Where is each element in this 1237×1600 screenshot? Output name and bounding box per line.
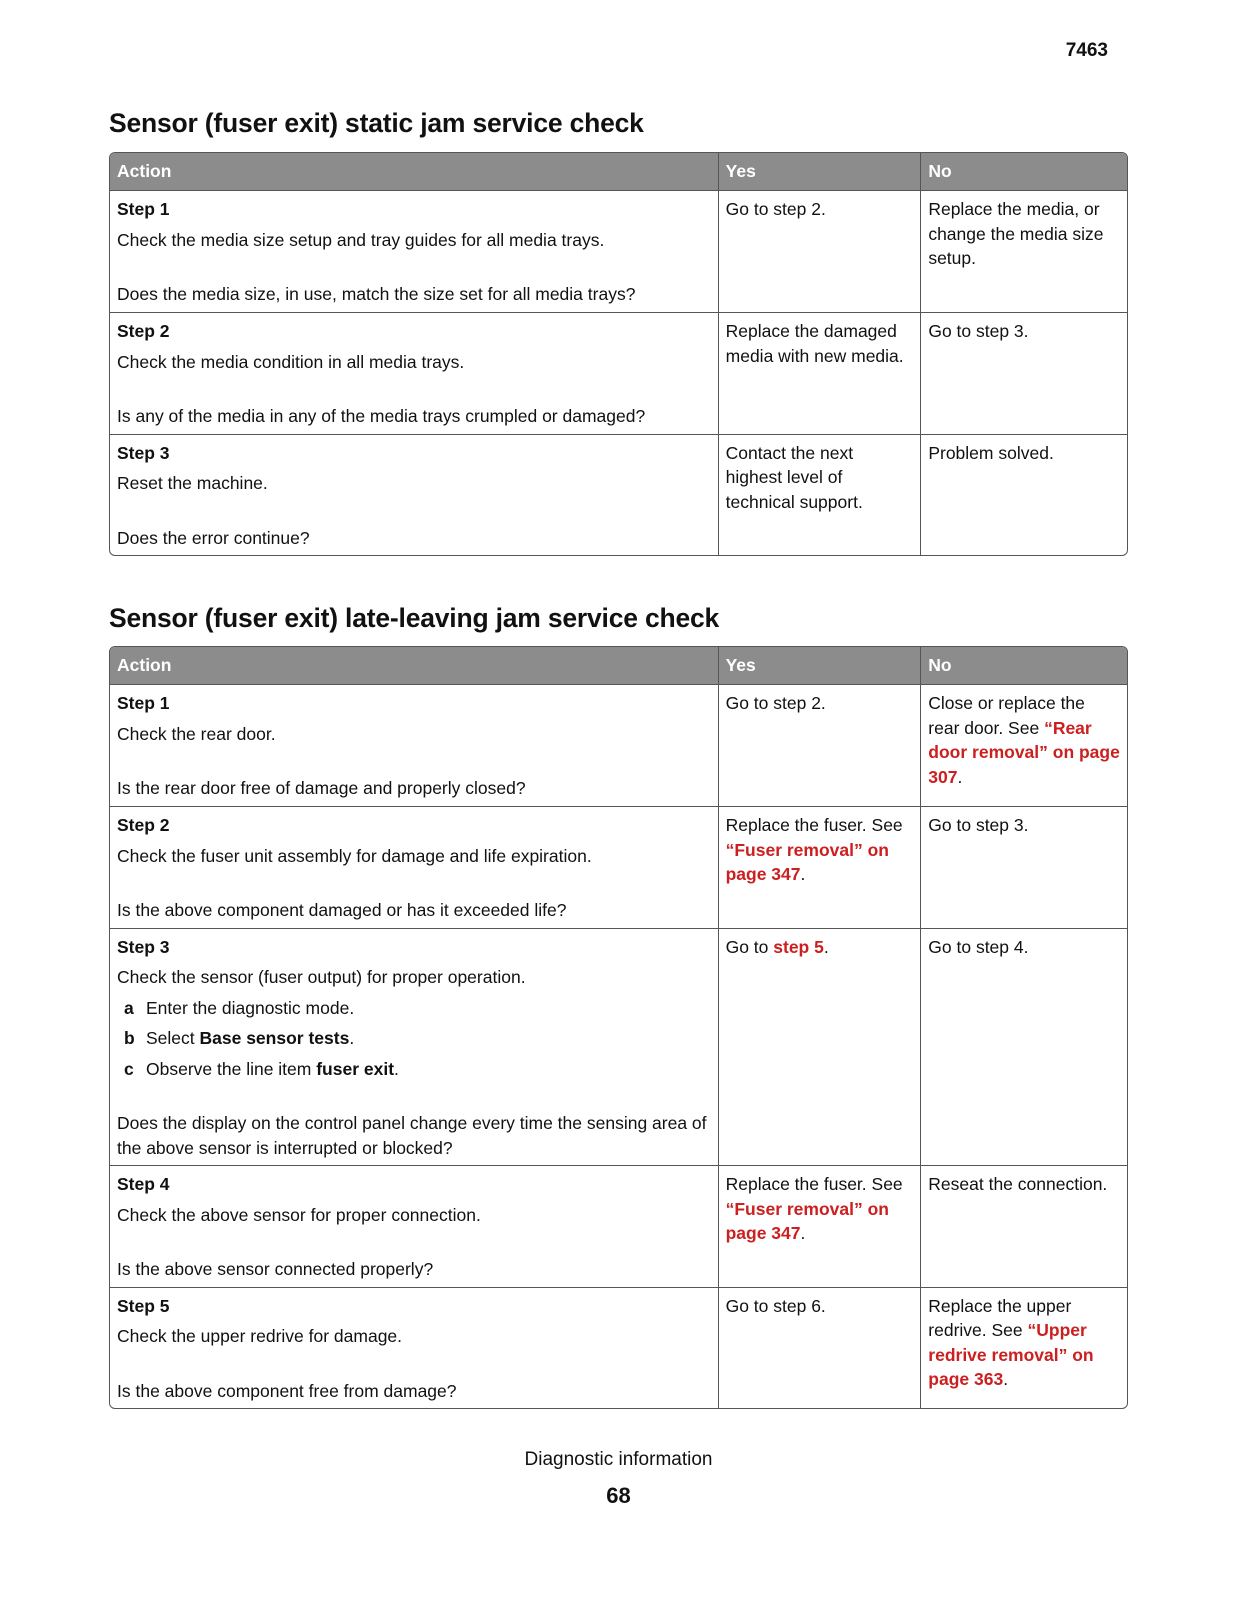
late-leaving-jam-table xyxy=(109,646,1128,1409)
action-cell xyxy=(110,191,718,312)
table-row xyxy=(110,1165,1127,1287)
substep-letter: a xyxy=(124,997,134,1018)
step-question: Does the display on the control panel change every time the sensing area of the above sensor is interrupted or blocked? xyxy=(117,1113,707,1158)
table-row xyxy=(110,1287,1127,1409)
substep-text-end: . xyxy=(349,1028,355,1048)
no-cell xyxy=(920,1287,1127,1409)
yes-cell xyxy=(718,1165,921,1287)
step-action: Check the sensor (fuser output) for proper operation. xyxy=(117,967,526,987)
page-number: 68 xyxy=(606,1483,631,1508)
step-question: Is the rear door free of damage and properly closed? xyxy=(117,778,526,798)
step-label: Step 3 xyxy=(117,936,170,957)
section-title-static-jam: Sensor (fuser exit) static jam service check xyxy=(109,108,644,138)
step-action: Reset the machine. xyxy=(117,473,268,493)
table-row xyxy=(110,191,1127,312)
step-action: Check the fuser unit assembly for damage and life expiration. xyxy=(117,845,592,866)
no-text-end: . xyxy=(957,766,963,787)
section-title-late-leaving-jam: Sensor (fuser exit) late-leaving jam service check xyxy=(109,603,720,633)
table-row xyxy=(110,434,1127,556)
substep-bold: Base sensor tests xyxy=(199,1028,350,1048)
yes-text: Go to xyxy=(725,936,774,957)
step-action: Check the rear door. xyxy=(117,723,276,744)
no-text: Replace the upper redrive. See xyxy=(928,1295,1072,1340)
no-cell: Go to step 3. xyxy=(920,312,1127,434)
footer-section-name: Diagnostic information xyxy=(524,1449,713,1470)
column-header-action: Action xyxy=(110,647,718,685)
action-cell xyxy=(110,434,718,556)
step-label: Step 5 xyxy=(117,1295,170,1316)
step-action: Check the upper redrive for damage. xyxy=(117,1326,403,1346)
step-question: Does the media size, in use, match the size set for all media trays? xyxy=(117,284,636,304)
no-text-end: . xyxy=(1003,1369,1009,1389)
column-header-action: Action xyxy=(110,153,718,191)
step-action: Check the above sensor for proper connection. xyxy=(117,1204,481,1225)
static-jam-table xyxy=(109,152,1128,556)
yes-cell: Go to step 2. xyxy=(718,191,921,312)
yes-cell xyxy=(718,806,921,928)
no-cell: Reseat the connection. xyxy=(920,1165,1127,1287)
fuser-removal-link[interactable]: “Fuser removal” on page 347 xyxy=(725,839,889,884)
table-header-row xyxy=(110,647,1127,685)
step-5-link[interactable]: step 5 xyxy=(773,936,824,957)
column-header-yes: Yes xyxy=(718,153,921,191)
substep-text: Select xyxy=(146,1028,200,1048)
substep-bold: fuser exit xyxy=(316,1058,395,1079)
step-question: Does the error continue? xyxy=(117,527,310,548)
substep-text: Enter the diagnostic mode. xyxy=(146,997,355,1018)
action-cell xyxy=(110,928,718,1166)
step-question: Is any of the media in any of the media trays crumpled or damaged? xyxy=(117,406,646,426)
no-cell xyxy=(920,685,1127,806)
action-cell xyxy=(110,806,718,928)
action-cell xyxy=(110,312,718,434)
rear-door-removal-link[interactable]: “Rear door removal” on page 307 xyxy=(928,717,1120,787)
action-cell xyxy=(110,1287,718,1409)
table-row xyxy=(110,685,1127,806)
no-cell: Replace the media, or change the media size setup. xyxy=(920,191,1127,312)
substep-letter: c xyxy=(124,1058,134,1079)
action-cell xyxy=(110,1165,718,1287)
yes-text-end: . xyxy=(800,864,806,884)
action-cell xyxy=(110,685,718,806)
step-label: Step 3 xyxy=(117,442,170,463)
model-number: 7463 xyxy=(1065,40,1108,61)
yes-cell xyxy=(718,928,921,1166)
upper-redrive-removal-link[interactable]: “Upper redrive removal” on page 363 xyxy=(928,1320,1094,1389)
step-label: Step 2 xyxy=(117,321,170,341)
step-label: Step 4 xyxy=(117,1174,170,1194)
yes-cell: Go to step 6. xyxy=(718,1287,921,1409)
column-header-no: No xyxy=(920,647,1127,685)
yes-cell: Replace the damaged media with new media. xyxy=(718,312,921,434)
table-header-row xyxy=(110,153,1127,191)
step-action: Check the media size setup and tray guides for all media trays. xyxy=(117,229,605,250)
no-cell: Go to step 4. xyxy=(920,928,1127,1166)
yes-cell: Contact the next highest level of technical support. xyxy=(718,434,921,556)
fuser-removal-link[interactable]: “Fuser removal” on page 347 xyxy=(725,1198,889,1243)
yes-text: Replace the fuser. See xyxy=(725,1174,903,1194)
yes-text: Replace the fuser. See xyxy=(725,815,903,835)
no-cell: Problem solved. xyxy=(920,434,1127,556)
step-label: Step 2 xyxy=(117,815,170,835)
step-action: Check the media condition in all media trays. xyxy=(117,351,465,372)
yes-text-end: . xyxy=(823,936,829,957)
substep-letter: b xyxy=(124,1028,135,1048)
step-label: Step 1 xyxy=(117,693,170,713)
step-question: Is the above sensor connected properly? xyxy=(117,1259,434,1279)
substep-b xyxy=(117,1026,711,1051)
substep-text: Observe the line item xyxy=(146,1058,317,1079)
step-question: Is the above component damaged or has it exceeded life? xyxy=(117,900,567,920)
substep-text-end: . xyxy=(394,1058,399,1079)
no-cell: Go to step 3. xyxy=(920,806,1127,928)
step-label: Step 1 xyxy=(117,199,170,219)
yes-text-end: . xyxy=(800,1223,806,1243)
table-row xyxy=(110,928,1127,1166)
column-header-no: No xyxy=(920,153,1127,191)
no-text: Close or replace the rear door. See xyxy=(928,693,1085,738)
step-question: Is the above component free from damage? xyxy=(117,1380,457,1401)
table-row xyxy=(110,806,1127,928)
column-header-yes: Yes xyxy=(718,647,921,685)
substep-c xyxy=(117,1057,711,1082)
substep-a xyxy=(117,996,711,1021)
table-row xyxy=(110,312,1127,434)
yes-cell: Go to step 2. xyxy=(718,685,921,806)
